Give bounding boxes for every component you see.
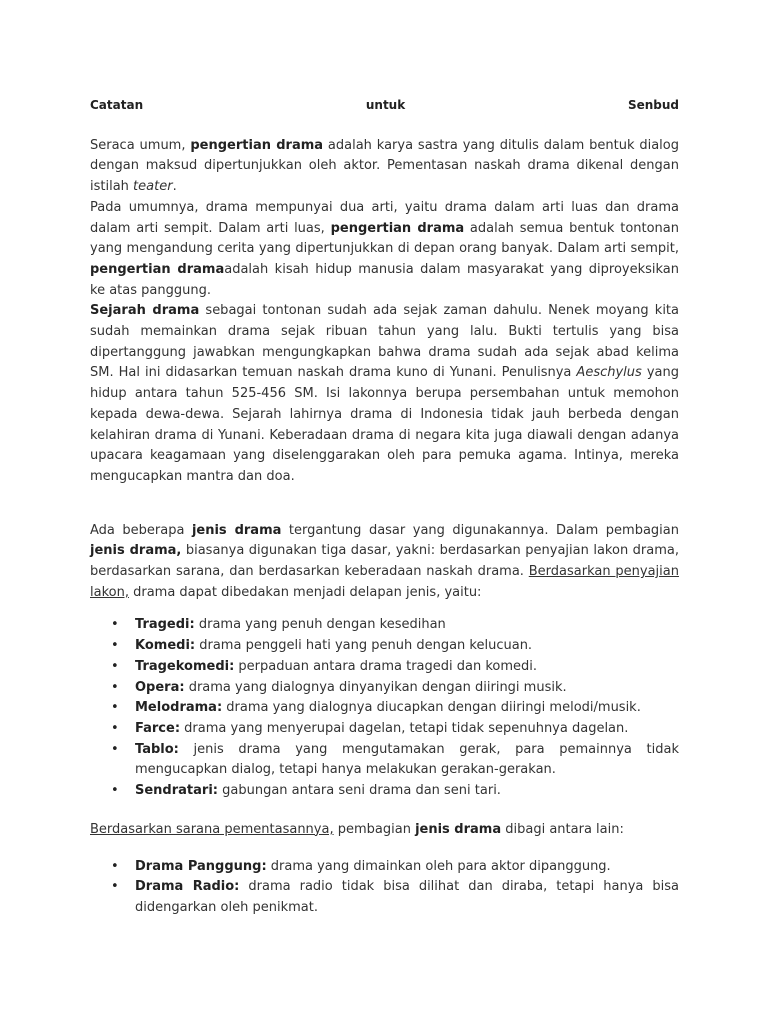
bold-term: jenis drama — [191, 522, 282, 538]
list-item-term: Drama Panggung: — [135, 858, 267, 874]
document-page — [90, 95, 679, 919]
list-item — [135, 698, 679, 719]
list-item-desc: drama yang dimainkan oleh para aktor dipanggung. — [266, 858, 611, 874]
list-item-desc: drama penggeli hati yang penuh dengan kelucuan. — [195, 638, 533, 654]
list-item-desc: jenis drama yang mengutamakan gerak, para pemainnya tidak mengucapkan dialog, tetapi hanya melakukan gerakan-gerakan. — [135, 741, 679, 778]
document-header — [90, 95, 679, 116]
list-item-desc: gabungan antara seni drama dan seni tari. — [217, 783, 501, 799]
bold-term: pengertian drama — [190, 137, 324, 153]
header-right: Senbud — [627, 98, 679, 112]
list-item — [135, 877, 679, 918]
list-item-term: Tragekomedi: — [135, 658, 235, 674]
text-run: drama dapat dibedakan menjadi delapan jenis, yaitu: — [128, 584, 482, 600]
text-run: yang hidup antara tahun 525-456 SM. Isi lakonnya berupa persembahan untuk memohon kepada dewa-dewa. Sejarah lahirnya drama di Indonesia tidak jauh berbeda dengan kelahiran drama di Yunani. Keberadaan drama di negara kita juga diawali dengan adanya upacara keagamaan yang diselenggarakan oleh para pemuka agama. Intinya, mereka mengucapkan mantra dan doa. — [90, 365, 679, 484]
list-item-term: Farce: — [135, 720, 181, 736]
list-item-term: Tragedi: — [135, 617, 195, 633]
list-item — [135, 857, 679, 878]
text-run: pembagian — [333, 821, 416, 837]
text-run: Ada beberapa — [90, 522, 192, 538]
text-run: dibagi antara lain: — [501, 821, 624, 837]
list-penyajian-lakon — [90, 615, 679, 801]
list-item-desc: drama yang dialognya dinyanyikan dengan diiringi musik. — [184, 679, 567, 695]
paragraph-jenis-drama — [90, 521, 679, 604]
list-item-desc: perpaduan antara drama tragedi dan komedi. — [234, 658, 538, 674]
bold-term: jenis drama, — [90, 543, 182, 559]
header-center: untuk — [365, 98, 406, 112]
paragraph-arti-drama — [90, 198, 679, 302]
list-item-term: Drama Radio: — [135, 879, 240, 895]
text-run: . — [172, 179, 177, 195]
list-item-term: Sendratari: — [135, 783, 218, 799]
paragraph-pengertian — [90, 136, 679, 198]
list-item-desc: drama yang dialognya diucapkan dengan diiringi melodi/musik. — [222, 700, 641, 716]
list-item-desc: drama yang menyerupai dagelan, tetapi tidak sepenuhnya dagelan. — [180, 720, 629, 736]
list-item — [135, 657, 679, 678]
list-item-desc: drama radio tidak bisa dilihat dan diraba, tetapi hanya bisa didengarkan oleh penikmat. — [135, 879, 679, 915]
list-item — [135, 719, 679, 740]
list-item-term: Komedi: — [135, 638, 196, 654]
bold-term: jenis drama — [415, 821, 502, 837]
paragraph-gap — [90, 488, 679, 521]
list-item — [135, 781, 679, 802]
text-run: tergantung dasar yang digunakannya. Dalam pembagian — [281, 522, 679, 538]
list-item — [135, 740, 679, 781]
list-sarana-pementasan — [90, 857, 679, 919]
list-item — [135, 615, 679, 636]
paragraph-sejarah — [90, 301, 679, 487]
bold-term: pengertian drama — [90, 261, 225, 277]
text-run: biasanya digunakan tiga dasar, yakni: berdasarkan penyajian lakon drama, berdasarkan sarana, dan berdasarkan keberadaan naskah drama. — [90, 543, 679, 580]
list-item-desc: drama yang penuh dengan kesedihan — [194, 617, 446, 633]
text-run: Seraca umum, — [90, 137, 191, 153]
bold-term: pengertian drama — [330, 220, 465, 236]
underlined-term: Berdasarkan penyajian lakon, — [90, 564, 679, 600]
text-run: adalah semua bentuk tontonan yang mengandung cerita yang dipertunjukkan di depan orang banyak. Dalam arti sempit, — [90, 220, 680, 257]
header-left: Catatan — [90, 98, 144, 112]
text-run: Pada umumnya, drama mempunyai dua arti, yaitu drama dalam arti luas dan drama dalam arti sempit. Dalam arti luas, — [90, 199, 679, 236]
paragraph-sarana — [90, 820, 679, 841]
text-run: sebagai tontonan sudah ada sejak zaman dahulu. Nenek moyang kita sudah memainkan drama sejak ribuan tahun yang lalu. Bukti tertulis yang bisa dipertanggung jawabkan mengungkapkan bahwa drama sudah ada sejak abad kelima SM. Hal ini didasarkan temuan naskah drama kuno di Yunani. Penulisnya — [90, 303, 679, 381]
italic-term: Aeschylus — [576, 365, 642, 381]
text-run: adalah kisah hidup manusia dalam masyarakat yang diproyeksikan ke atas panggung. — [90, 261, 680, 298]
bold-term: Sejarah drama — [90, 303, 200, 319]
italic-term: teater — [133, 179, 173, 195]
list-item — [135, 636, 679, 657]
text-run: adalah karya sastra yang ditulis dalam bentuk dialog dengan maksud dipertunjukkan oleh aktor. Pementasan naskah drama dikenal dengan istilah — [90, 137, 679, 195]
list-item — [135, 678, 679, 699]
list-item-term: Opera: — [135, 679, 185, 695]
underlined-term: Berdasarkan sarana pementasannya, — [90, 821, 334, 837]
list-item-term: Melodrama: — [135, 700, 223, 716]
list-item-term: Tablo: — [135, 741, 179, 757]
